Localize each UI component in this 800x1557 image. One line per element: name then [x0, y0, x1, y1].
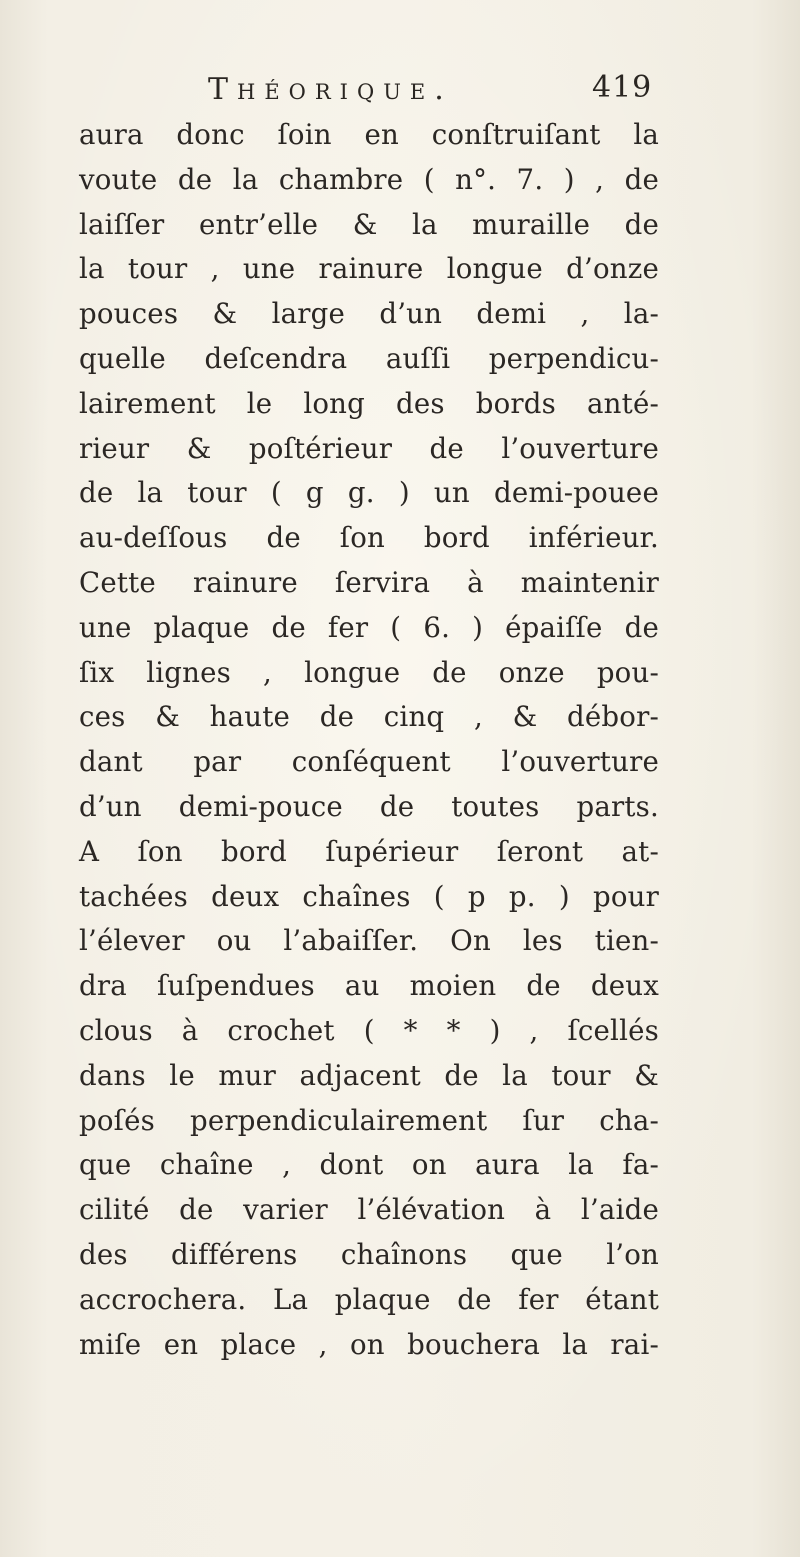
- text-line: lairement le long des bords anté-: [79, 386, 659, 420]
- running-header: [208, 64, 668, 114]
- text-line: poſés perpendiculairement ſur cha-: [79, 1103, 659, 1137]
- text-line: une plaque de fer ( 6. ) épaiſſe de: [79, 610, 659, 644]
- text-line: cilité de varier l’élévation à l’aide: [79, 1193, 659, 1227]
- text-line: que chaîne , dont on aura la fa-: [79, 1148, 659, 1182]
- text-line: ſix lignes , longue de onze pou-: [79, 655, 659, 689]
- text-line: voute de la chambre ( n°. 7. ) , de: [79, 162, 659, 196]
- text-line: de la tour ( g g. ) un demi-pouee: [79, 476, 659, 510]
- page-number: 419: [592, 70, 653, 105]
- text-line: accrochera. La plaque de fer étant: [79, 1282, 659, 1316]
- text-line: la tour , une rainure longue d’onze: [79, 252, 659, 286]
- text-line: ces & haute de cinq , & débor-: [79, 700, 659, 734]
- text-line: l’élever ou l’abaiſſer. On les tien-: [79, 924, 659, 958]
- body-text: [79, 113, 659, 1367]
- text-line: aura donc ſoin en conſtruiſant la: [79, 118, 659, 151]
- running-head-title: Théorique.: [208, 72, 453, 107]
- text-line: tachées deux chaînes ( p p. ) pour: [79, 879, 659, 913]
- text-line: au-deſſous de ſon bord inférieur.: [79, 521, 659, 555]
- text-line: clous à crochet ( * * ) , ſcellés: [79, 1013, 659, 1047]
- text-line: laiſſer entr’elle & la muraille de: [79, 207, 659, 241]
- text-line: rieur & poſtérieur de l’ouverture: [79, 431, 659, 465]
- text-line: dant par conſéquent l’ouverture: [79, 745, 659, 779]
- text-line: pouces & large d’un demi , la-: [79, 297, 659, 331]
- text-line: miſe en place , on bouchera la rai-: [79, 1327, 659, 1361]
- text-line: dans le mur adjacent de la tour &: [79, 1058, 659, 1092]
- text-line: quelle deſcendra auſſi perpendicu-: [79, 341, 659, 375]
- text-line: des différens chaînons que l’on: [79, 1237, 659, 1271]
- text-line: d’un demi-pouce de toutes parts.: [79, 789, 659, 823]
- text-line: Cette rainure ſervira à maintenir: [79, 565, 659, 599]
- text-line: A ſon bord ſupérieur ſeront at-: [79, 834, 659, 868]
- text-line: dra ſuſpendues au moien de deux: [79, 969, 659, 1003]
